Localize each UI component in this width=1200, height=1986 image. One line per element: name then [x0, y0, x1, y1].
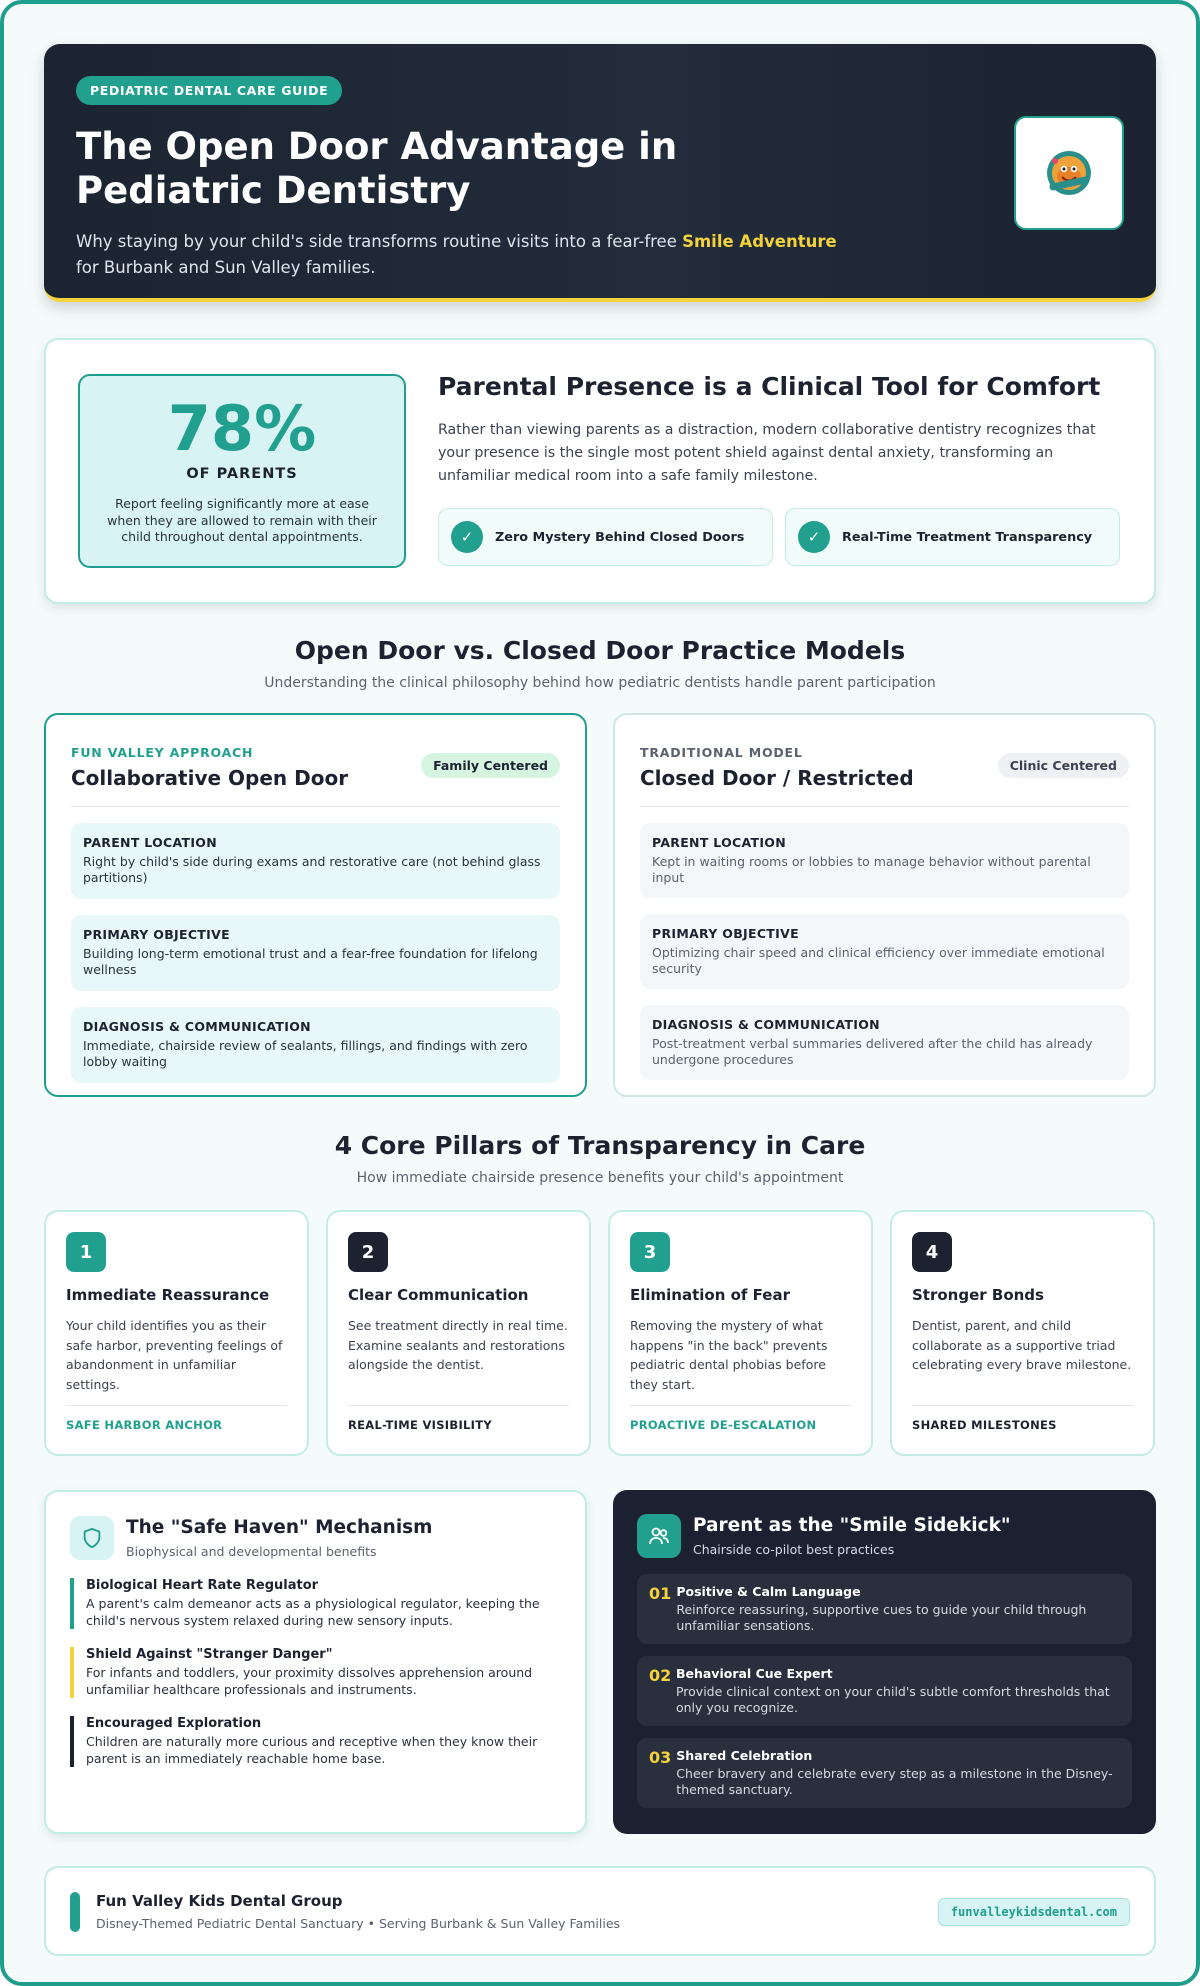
mascot-logo-icon — [1043, 147, 1095, 199]
pillar-footer: SAFE HARBOR ANCHOR — [66, 1405, 287, 1432]
practice-tagline: Disney-Themed Pediatric Dental Sanctuary • Serving Burbank & Sun Valley Families — [96, 1916, 621, 1931]
list-item — [70, 1578, 561, 1629]
website-link[interactable]: funvalleykidsdental.com — [938, 1898, 1130, 1926]
item-text: Immediate, chairside review of sealants, fillings, and findings with zero lobby waiting — [83, 1038, 528, 1069]
item-heading: PARENT LOCATION — [83, 835, 217, 850]
check-icon: ✓ — [798, 521, 830, 553]
card-header-text — [693, 1515, 1011, 1557]
compare-subtitle: Understanding the clinical philosophy behind how pediatric dentists handle parent participation — [264, 675, 936, 691]
pillar-text: Removing the mystery of what happens "in the back" prevents pediatric dental phobias before they start. — [630, 1318, 828, 1392]
hero-subtitle-start: Why staying by your child's side transforms routine visits into a fear-free — [76, 232, 683, 251]
check-list — [438, 508, 1128, 566]
status-badge: Clinic Centered — [998, 753, 1129, 778]
smile-sidekick-card — [613, 1490, 1156, 1834]
card-kicker: TRADITIONAL MODEL — [640, 745, 803, 760]
hero-subtitle-end: for Burbank and Sun Valley families. — [76, 258, 376, 277]
check-label: Real-Time Treatment Transparency — [842, 529, 1093, 545]
divider — [640, 806, 1129, 807]
list-item — [640, 914, 1129, 989]
hero-badge: PEDIATRIC DENTAL CARE GUIDE — [76, 76, 342, 105]
pillar-text: Dentist, parent, and child collaborate as a supportive triad celebrating every brave milestone. — [912, 1318, 1132, 1372]
item-number: 01 — [649, 1584, 672, 1603]
list-item — [71, 1007, 560, 1083]
stat-title: Parental Presence is a Clinical Tool for Comfort — [438, 372, 1101, 401]
list-item — [637, 1574, 1132, 1644]
item-heading: DIAGNOSIS & COMMUNICATION — [652, 1017, 880, 1032]
item-heading: PRIMARY OBJECTIVE — [652, 926, 799, 941]
list-item — [71, 823, 560, 899]
footer — [44, 1866, 1156, 1956]
stat-card — [44, 338, 1156, 604]
compare-header — [44, 636, 1156, 691]
pillar-title: Clear Communication — [348, 1286, 529, 1304]
pillar-title: Elimination of Fear — [630, 1286, 791, 1304]
status-badge: Family Centered — [421, 753, 560, 778]
pillar-number: 2 — [348, 1232, 388, 1272]
card-header — [70, 1516, 561, 1560]
item-number: 03 — [649, 1748, 672, 1767]
item-text: Optimizing chair speed and clinical efficiency over immediate emotional security — [652, 945, 1105, 976]
hero-banner — [44, 44, 1156, 302]
list-item — [640, 823, 1129, 898]
item-body — [676, 1748, 1120, 1798]
pillars-grid — [44, 1210, 1156, 1456]
pillar-card — [608, 1210, 873, 1456]
card-header — [637, 1514, 1132, 1558]
item-heading: Shield Against "Stranger Danger" — [86, 1647, 333, 1662]
stat-body: Rather than viewing parents as a distraction, modern collaborative dentistry recognizes that your presence is the single most potent shield against dental anxiety, transforming an unfamiliar medical room into a safe family milestone. — [438, 422, 1096, 484]
pillar-number: 4 — [912, 1232, 952, 1272]
check-label: Zero Mystery Behind Closed Doors — [495, 529, 745, 545]
item-text: Provide clinical context on your child's subtle comfort thresholds that only you recognize. — [675, 1684, 1110, 1715]
card-title: Closed Door / Restricted — [640, 766, 914, 790]
pillar-card — [326, 1210, 591, 1456]
detail-grid — [44, 1490, 1156, 1834]
item-text: Reinforce reassuring, supportive cues to guide your child through unfamiliar sensations. — [676, 1602, 1087, 1633]
item-heading: Behavioral Cue Expert — [675, 1666, 833, 1681]
pillar-number: 1 — [66, 1232, 106, 1272]
card-subtitle: Biophysical and developmental benefits — [126, 1544, 377, 1559]
card-title: Parent as the "Smile Sidekick" — [693, 1515, 1011, 1536]
practice-name: Fun Valley Kids Dental Group — [96, 1892, 343, 1910]
users-icon — [637, 1514, 681, 1558]
stat-number: 78% — [167, 392, 317, 465]
pillar-title: Stronger Bonds — [912, 1286, 1044, 1304]
open-door-card — [44, 713, 587, 1097]
shield-icon — [70, 1516, 114, 1560]
divider — [71, 806, 560, 807]
item-text: Kept in waiting rooms or lobbies to manage behavior without parental input — [652, 854, 1091, 885]
item-heading: PARENT LOCATION — [652, 835, 786, 850]
item-number: 02 — [649, 1666, 672, 1685]
item-text: Cheer bravery and celebrate every step as a milestone in the Disney-themed sanctuary. — [676, 1766, 1113, 1797]
item-text: A parent's calm demeanor acts as a physiological regulator, keeping the child's nervous system relaxed during new sensory inputs. — [86, 1596, 540, 1628]
stat-description: Report feeling significantly more at ease when they are allowed to remain with their child throughout dental appointments. — [107, 496, 377, 544]
card-header-text — [126, 1517, 432, 1559]
item-body — [676, 1666, 1120, 1716]
page-title: The Open Door Advantage in Pediatric Dentistry — [76, 125, 678, 212]
item-text: For infants and toddlers, your proximity dissolves apprehension around unfamiliar healthcare professionals and instruments. — [86, 1665, 533, 1697]
item-text: Right by child's side during exams and restorative care (not behind glass partitions) — [83, 854, 541, 885]
pillar-card — [890, 1210, 1155, 1456]
closed-door-card — [613, 713, 1156, 1097]
item-text: Children are naturally more curious and receptive when they know their parent is an immediately reachable home base. — [86, 1734, 538, 1766]
item-heading: PRIMARY OBJECTIVE — [83, 927, 230, 942]
list-item — [640, 1005, 1129, 1080]
item-body — [676, 1584, 1120, 1634]
pillar-text: Your child identifies you as their safe harbor, preventing feelings of abandonment in unfamiliar settings. — [66, 1318, 283, 1392]
page-content — [44, 44, 1156, 1956]
pillar-footer: SHARED MILESTONES — [912, 1405, 1133, 1432]
item-heading: Positive & Calm Language — [676, 1584, 861, 1599]
stat-label: OF PARENTS — [186, 466, 298, 482]
hero-subtitle-highlight: Smile Adventure — [682, 232, 837, 251]
card-title: Collaborative Open Door — [71, 766, 349, 790]
stat-highlight — [78, 374, 406, 568]
logo-card — [1014, 116, 1124, 230]
check-item — [438, 508, 773, 566]
item-text: Building long-term emotional trust and a fear-free foundation for lifelong wellness — [83, 946, 538, 977]
pillars-subtitle: How immediate chairside presence benefits your child's appointment — [356, 1170, 844, 1186]
check-icon: ✓ — [451, 521, 483, 553]
pillar-card — [44, 1210, 309, 1456]
pillar-title: Immediate Reassurance — [66, 1286, 270, 1304]
pillars-header — [44, 1131, 1156, 1186]
pillar-text: See treatment directly in real time. Examine sealants and restorations alongside the dentist. — [348, 1318, 568, 1372]
pillar-footer: PROACTIVE DE-ESCALATION — [630, 1405, 851, 1432]
safe-haven-card — [44, 1490, 587, 1834]
pillar-footer: REAL-TIME VISIBILITY — [348, 1405, 569, 1432]
card-subtitle: Chairside co-pilot best practices — [693, 1542, 895, 1557]
compare-title: Open Door vs. Closed Door Practice Models — [294, 636, 906, 665]
item-text: Post-treatment verbal summaries delivered after the child has already undergone procedures — [652, 1036, 1093, 1067]
item-heading: DIAGNOSIS & COMMUNICATION — [83, 1019, 311, 1034]
check-item — [785, 508, 1120, 566]
pillars-title: 4 Core Pillars of Transparency in Care — [334, 1131, 866, 1160]
list-item — [70, 1647, 561, 1698]
stat-content — [438, 372, 1128, 566]
item-heading: Encouraged Exploration — [86, 1716, 262, 1731]
hero-subtitle — [76, 229, 856, 281]
item-heading: Biological Heart Rate Regulator — [86, 1578, 319, 1593]
list-item — [637, 1738, 1132, 1808]
footer-accent-bar — [70, 1892, 80, 1932]
pillar-number: 3 — [630, 1232, 670, 1272]
list-item — [71, 915, 560, 991]
card-kicker: FUN VALLEY APPROACH — [71, 745, 254, 760]
sidekick-list — [637, 1574, 1132, 1808]
list-item — [70, 1716, 561, 1767]
card-title: The "Safe Haven" Mechanism — [126, 1517, 433, 1538]
compare-grid — [44, 713, 1156, 1097]
list-item — [637, 1656, 1132, 1726]
item-heading: Shared Celebration — [676, 1748, 813, 1763]
